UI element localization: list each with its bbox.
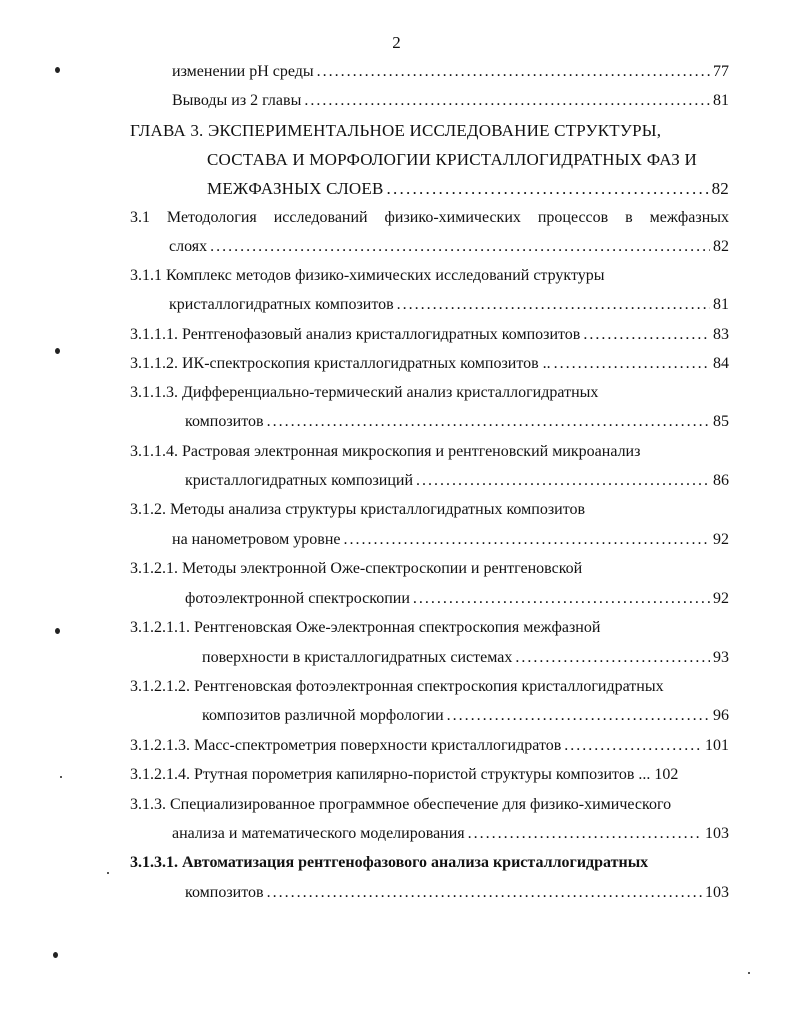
scan-mark <box>55 348 60 354</box>
toc-entry-title: 3.1.1.1. Рентгенофазовый анализ кристаллогидратных композитов <box>130 326 581 343</box>
toc-entry-title: 3.1.2. Методы анализа структуры кристаллогидратных композитов <box>130 501 586 518</box>
toc-entry-page: 92 <box>713 531 729 548</box>
leader-dots <box>554 354 710 374</box>
toc-entry-page: 101 <box>705 737 729 754</box>
toc-entry <box>185 412 729 432</box>
leader-dots <box>267 412 710 432</box>
toc-entry <box>185 471 729 491</box>
toc-entry-title: изменении рН среды <box>172 63 314 80</box>
toc-entry-page: 85 <box>713 413 729 430</box>
toc-entry-title: 3.1.2.1.2. Рентгеновская фотоэлектронная спектроскопия кристаллогидратных <box>130 678 664 695</box>
toc-entry-page: 77 <box>713 63 729 80</box>
scan-mark <box>53 952 58 958</box>
leader-dots <box>447 706 710 726</box>
toc-entry-title: на нанометровом уровне <box>172 531 341 548</box>
toc-entry <box>207 179 729 199</box>
leader-dots <box>397 295 710 315</box>
toc-entry-page: 81 <box>713 296 729 313</box>
scan-mark <box>55 628 60 634</box>
toc-entry-title: 3.1.1.4. Растровая электронная микроскопия и рентгеновский микроанализ <box>130 443 641 460</box>
toc-entry <box>185 589 729 609</box>
toc-entry <box>130 765 729 785</box>
toc-entry-page: 82 <box>713 238 729 255</box>
toc-entry <box>169 295 729 315</box>
toc-entry <box>172 530 729 550</box>
toc-entry-title: 3.1.2.1. Методы электронной Оже-спектроскопии и рентгеновской <box>130 560 583 577</box>
toc-entry <box>202 706 729 726</box>
toc-entry-title: 3.1.3.1. Автоматизация рентгенофазового анализа кристаллогидратных <box>130 854 649 871</box>
toc-entry-page: 86 <box>713 472 729 489</box>
toc-entry-title: 3.1 Методология исследований физико-химических процессов в межфазных <box>130 209 729 226</box>
leader-dots <box>468 824 702 844</box>
toc-entry-title: композитов <box>185 413 264 430</box>
toc-entry-title: поверхности в кристаллогидратных системах <box>202 649 513 666</box>
toc-entry <box>202 648 729 668</box>
toc-entry-page: 92 <box>713 590 729 607</box>
page-number: 2 <box>392 33 401 52</box>
leader-dots <box>304 91 710 111</box>
leader-dots <box>515 648 710 668</box>
scan-speck <box>748 972 750 974</box>
toc-entry-title: 3.1.1.2. ИК-спектроскопия кристаллогидратных композитов .. <box>130 355 551 372</box>
toc-entry-title: кристаллогидратных композиций <box>185 472 414 489</box>
toc-entry-page: 93 <box>713 649 729 666</box>
toc-entry <box>169 237 729 257</box>
leader-dots <box>343 530 710 550</box>
toc-entry-page: 81 <box>713 92 729 109</box>
leader-dots <box>387 179 709 199</box>
chapter-heading-line1: ГЛАВА 3. ЭКСПЕРИМЕНТАЛЬНОЕ ИССЛЕДОВАНИЕ СТРУКТУРЫ, <box>130 121 662 140</box>
toc-entry-title: Выводы из 2 главы <box>172 92 302 109</box>
chapter-heading-line2: СОСТАВА И МОРФОЛОГИИ КРИСТАЛЛОГИДРАТНЫХ ФАЗ И <box>207 150 697 169</box>
toc-entry-title: 3.1.2.1.4. Ртутная порометрия капилярно-пористой структуры композитов ... <box>130 766 651 783</box>
toc-entry-title: композитов различной морфологии <box>202 707 444 724</box>
leader-dots <box>317 62 710 82</box>
toc-entry-page: 102 <box>654 766 679 783</box>
toc-entry-page: 83 <box>713 326 729 343</box>
leader-dots <box>564 736 702 756</box>
toc-entry <box>172 62 729 82</box>
toc-entry-page: 96 <box>713 707 729 724</box>
toc-entry-title: 3.1.2.1.3. Масс-спектрометрия поверхности кристаллогидратов <box>130 737 562 754</box>
scan-speck <box>107 872 109 874</box>
toc-entry <box>172 91 729 111</box>
toc-entry-title: 3.1.2.1.1. Рентгеновская Оже-электронная спектроскопия межфазной <box>130 619 601 636</box>
toc-entry-page: 84 <box>713 355 729 372</box>
toc-entry-page: 82 <box>711 179 729 198</box>
toc-entry-title: кристаллогидратных композитов <box>169 296 394 313</box>
toc-entry-title: фотоэлектронной спектроскопии <box>185 590 410 607</box>
toc-entry <box>130 354 729 374</box>
toc-entry <box>130 736 729 756</box>
toc-entry-title: 3.1.1 Комплекс методов физико-химических исследований структуры <box>130 267 605 284</box>
toc-entry <box>172 824 729 844</box>
leader-dots <box>583 325 710 345</box>
toc-entry-title: слоях <box>169 238 208 255</box>
toc-entry <box>130 325 729 345</box>
scan-speck <box>60 776 62 778</box>
leader-dots <box>210 237 710 257</box>
toc-entry-title: 3.1.3. Специализированное программное обеспечение для физико-химического <box>130 796 672 813</box>
leader-dots <box>416 471 710 491</box>
leader-dots <box>267 883 702 903</box>
toc-entry-title: композитов <box>185 884 264 901</box>
leader-dots <box>413 589 710 609</box>
toc-entry-title: 3.1.1.3. Дифференциально-термический анализ кристаллогидратных <box>130 384 599 401</box>
toc-entry-page: 103 <box>705 884 729 901</box>
toc-entry-title: МЕЖФАЗНЫХ СЛОЕВ <box>207 179 384 198</box>
toc-entry <box>185 883 729 903</box>
scan-mark <box>55 67 60 73</box>
toc-entry-page: 103 <box>705 825 729 842</box>
toc-entry-title: анализа и математического моделирования <box>172 825 465 842</box>
